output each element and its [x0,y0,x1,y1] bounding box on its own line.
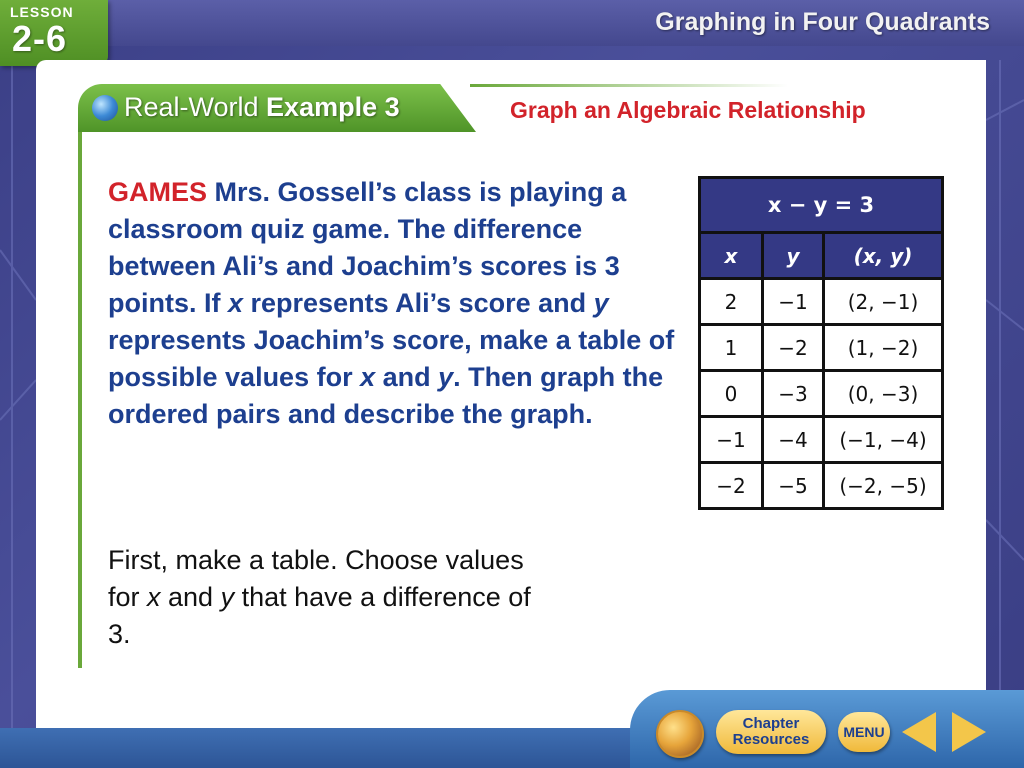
table-cell: (−1, −4) [824,417,943,463]
problem-tag: GAMES [108,177,208,207]
table-cell: 0 [700,371,763,417]
problem-text-5: . Then graph the ordered pairs and describe the graph. [108,362,664,429]
problem-text-2: represents Ali’s score and [243,288,594,318]
table-row [700,371,943,417]
table-cell: −5 [763,463,824,509]
table-row [700,417,943,463]
problem-var-x: x [360,362,376,392]
step-text [108,542,548,653]
table-cell: 2 [700,279,763,325]
table-caption: x − y = 3 [700,178,943,233]
chapter-resources-button[interactable]: Chapter Resources [716,710,826,754]
table-cell: 1 [700,325,763,371]
problem-text-1: Mrs. Gossell’s class is playing a classroom quiz game. The difference between Ali’s and Joachim’s scores is 3 points. If [108,177,627,318]
example-divider [470,84,788,87]
table-cell: −4 [763,417,824,463]
problem-var-y: y [593,288,609,318]
menu-button[interactable]: MENU [838,712,890,752]
example-label-number: Example 3 [266,92,400,122]
problem-text-3: represents Joachim’s score, make a table of possible values for [108,325,675,392]
concepts-globe-button[interactable] [656,710,704,758]
step-var-y: y [220,582,235,612]
example-heading: Graph an Algebraic Relationship [510,97,866,123]
table-cell: (1, −2) [824,325,943,371]
globe-icon [92,95,118,121]
values-table [698,176,944,510]
table-row [700,279,943,325]
table-cell: (0, −3) [824,371,943,417]
problem-statement [108,174,678,433]
step-var-x: x [147,582,161,612]
problem-var-x: x [227,288,244,318]
table-header-x: x [700,233,763,279]
problem-text-4: and [375,362,439,392]
lesson-word: LESSON [10,4,74,20]
table-header-row [700,233,943,279]
table-cell: −2 [763,325,824,371]
next-arrow-icon[interactable] [952,712,986,752]
panel-accent-border [78,108,82,668]
example-label-prefix: Real-World [124,92,267,122]
table-header-y: y [763,233,824,279]
table-header-pair: (x, y) [824,233,943,279]
step-text-3: that have a difference of 3. [108,582,531,649]
problem-var-y: y [438,362,454,392]
table-row [700,463,943,509]
lesson-badge [0,0,108,66]
table-cell: (2, −1) [824,279,943,325]
previous-arrow-icon[interactable] [902,712,936,752]
table-cell: −3 [763,371,824,417]
table-cell: −2 [700,463,763,509]
example-label [124,92,400,123]
step-text-2: and [160,582,221,612]
lesson-number: 2-6 [12,18,68,59]
table-cell: (−2, −5) [824,463,943,509]
table-caption-row [700,178,943,233]
step-text-1: First, make a table. Choose values for [108,545,524,612]
table-row [700,325,943,371]
table-cell: −1 [763,279,824,325]
lesson-title: Graphing in Four Quadrants [655,8,990,36]
table-cell: −1 [700,417,763,463]
